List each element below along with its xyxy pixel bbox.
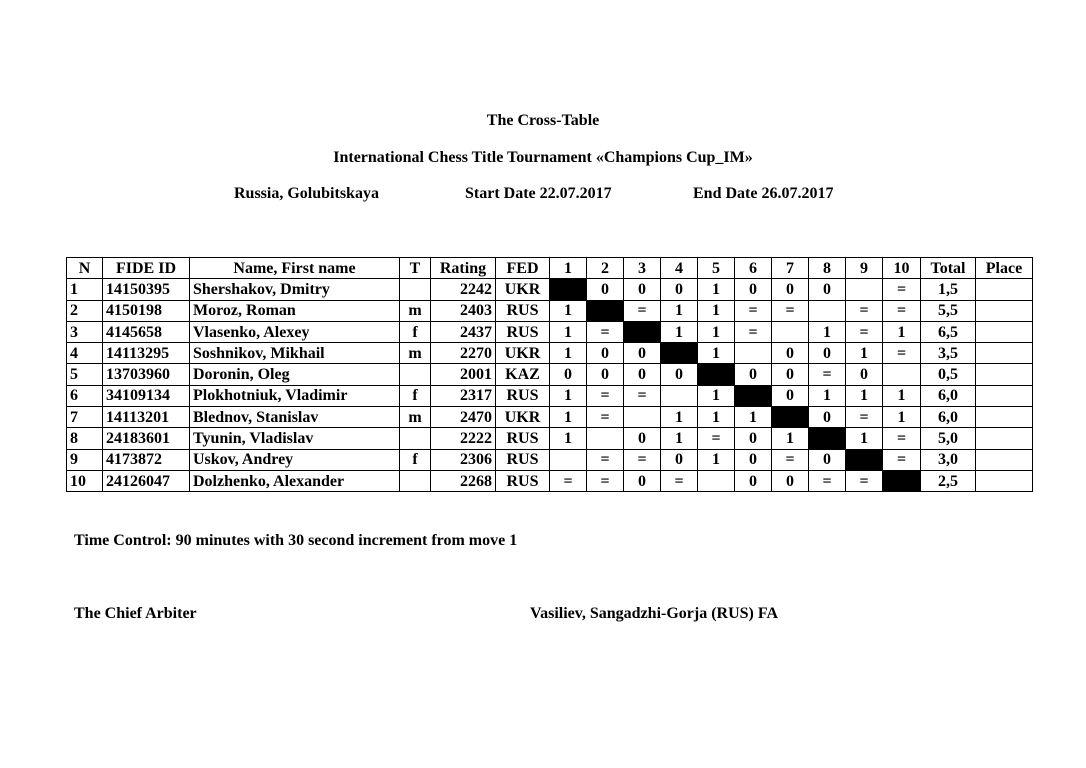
cell-result: 0 [772, 385, 809, 406]
cell-self-pairing [698, 364, 735, 385]
cell-place [976, 279, 1033, 300]
cell-fide-id: 24183601 [103, 428, 190, 449]
cell-result: 1 [661, 407, 698, 428]
cell-title: f [400, 385, 431, 406]
column-header: 9 [846, 258, 883, 279]
cell-result: = [883, 343, 921, 364]
cell-rating: 2268 [431, 470, 496, 491]
table-row [67, 407, 1033, 428]
cell-result: 1 [772, 428, 809, 449]
cell-number: 2 [67, 300, 103, 321]
cell-result: 1 [698, 343, 735, 364]
cell-result: 0 [772, 364, 809, 385]
cell-rating: 2403 [431, 300, 496, 321]
cell-player-name: Uskov, Andrey [190, 449, 400, 470]
cell-self-pairing [772, 407, 809, 428]
cell-result: 0 [772, 343, 809, 364]
cell-result: 0 [624, 343, 661, 364]
cell-result: 0 [587, 364, 624, 385]
cell-title [400, 470, 431, 491]
table-row [67, 300, 1033, 321]
cell-result [735, 343, 772, 364]
cell-number: 7 [67, 407, 103, 428]
cell-title: m [400, 343, 431, 364]
cell-total: 0,5 [921, 364, 976, 385]
table-header-row [67, 258, 1033, 279]
cell-result: 0 [809, 449, 846, 470]
cell-result: = [624, 385, 661, 406]
cell-result: 1 [661, 428, 698, 449]
cell-federation: RUS [496, 321, 550, 342]
cell-federation: RUS [496, 449, 550, 470]
cell-place [976, 385, 1033, 406]
cell-player-name: Doronin, Oleg [190, 364, 400, 385]
cell-result: 0 [735, 364, 772, 385]
column-header: Name, First name [190, 258, 400, 279]
column-header: FED [496, 258, 550, 279]
chief-arbiter-label: The Chief Arbiter [74, 605, 197, 622]
cell-fide-id: 13703960 [103, 364, 190, 385]
cell-place [976, 407, 1033, 428]
cell-total: 6,0 [921, 385, 976, 406]
cell-fide-id: 4145658 [103, 321, 190, 342]
cell-result: = [587, 449, 624, 470]
cell-rating: 2222 [431, 428, 496, 449]
cell-result: 0 [624, 279, 661, 300]
cell-result: 1 [661, 321, 698, 342]
cell-result: 0 [772, 470, 809, 491]
cell-place [976, 300, 1033, 321]
cell-number: 8 [67, 428, 103, 449]
cell-result: 1 [846, 385, 883, 406]
cell-result: 1 [883, 407, 921, 428]
cell-result: 1 [698, 300, 735, 321]
column-header: 5 [698, 258, 735, 279]
cell-player-name: Moroz, Roman [190, 300, 400, 321]
cell-result: 1 [846, 343, 883, 364]
table-row [67, 385, 1033, 406]
cell-fide-id: 24126047 [103, 470, 190, 491]
cell-result: = [883, 428, 921, 449]
cross-table [66, 257, 1033, 492]
cell-result: = [809, 470, 846, 491]
cell-result [624, 407, 661, 428]
cell-result: 1 [661, 300, 698, 321]
cell-federation: RUS [496, 385, 550, 406]
cell-rating: 2470 [431, 407, 496, 428]
cell-result: 0 [661, 364, 698, 385]
cell-result [809, 300, 846, 321]
cell-federation: KAZ [496, 364, 550, 385]
cell-result: 1 [550, 385, 587, 406]
cell-place [976, 428, 1033, 449]
cell-player-name: Vlasenko, Alexey [190, 321, 400, 342]
cell-result: 1 [550, 428, 587, 449]
cell-result: = [846, 470, 883, 491]
table-row [67, 428, 1033, 449]
cell-result: 0 [735, 279, 772, 300]
cell-self-pairing [550, 279, 587, 300]
cell-result: 0 [846, 364, 883, 385]
cell-result: 1 [883, 385, 921, 406]
end-date: End Date 26.07.2017 [693, 185, 834, 202]
cell-federation: RUS [496, 300, 550, 321]
tournament-location: Russia, Golubitskaya [234, 185, 379, 202]
column-header: 8 [809, 258, 846, 279]
cell-title [400, 279, 431, 300]
cell-self-pairing [624, 321, 661, 342]
cell-place [976, 364, 1033, 385]
cell-result: 0 [735, 428, 772, 449]
cell-result: 0 [661, 449, 698, 470]
cell-result: 1 [698, 449, 735, 470]
cell-result [587, 428, 624, 449]
column-header: 6 [735, 258, 772, 279]
cell-result: 1 [809, 321, 846, 342]
cell-rating: 2270 [431, 343, 496, 364]
column-header: Place [976, 258, 1033, 279]
cell-result: = [587, 407, 624, 428]
cell-place [976, 470, 1033, 491]
cell-result: = [624, 449, 661, 470]
cell-number: 5 [67, 364, 103, 385]
column-header: 3 [624, 258, 661, 279]
cell-player-name: Tyunin, Vladislav [190, 428, 400, 449]
cell-result: 1 [846, 428, 883, 449]
cell-result: 1 [698, 385, 735, 406]
cell-number: 10 [67, 470, 103, 491]
cell-self-pairing [735, 385, 772, 406]
cell-self-pairing [846, 449, 883, 470]
cell-result: 0 [624, 428, 661, 449]
cell-federation: UKR [496, 407, 550, 428]
cell-result [846, 279, 883, 300]
cell-fide-id: 4173872 [103, 449, 190, 470]
cell-self-pairing [883, 470, 921, 491]
time-control: Time Control: 90 minutes with 30 second increment from move 1 [74, 532, 518, 549]
cell-title: f [400, 449, 431, 470]
cell-result [772, 321, 809, 342]
cell-federation: UKR [496, 343, 550, 364]
cell-result: = [772, 300, 809, 321]
cell-result: = [846, 300, 883, 321]
cell-title: f [400, 321, 431, 342]
cell-result: 1 [883, 321, 921, 342]
tournament-name: International Chess Title Tournament «Champions Cup_IM» [333, 149, 753, 166]
cell-fide-id: 14113201 [103, 407, 190, 428]
column-header: 7 [772, 258, 809, 279]
cell-result: = [883, 449, 921, 470]
cell-result: 0 [735, 470, 772, 491]
cell-result: 0 [587, 279, 624, 300]
cell-result: = [809, 364, 846, 385]
cell-result: = [624, 300, 661, 321]
cell-total: 5,5 [921, 300, 976, 321]
cell-total: 3,5 [921, 343, 976, 364]
cell-result: 1 [698, 321, 735, 342]
table-row [67, 321, 1033, 342]
cell-fide-id: 4150198 [103, 300, 190, 321]
cell-fide-id: 14113295 [103, 343, 190, 364]
cell-result: = [698, 428, 735, 449]
cell-number: 4 [67, 343, 103, 364]
cell-federation: RUS [496, 428, 550, 449]
cell-result: = [883, 300, 921, 321]
cell-result: 1 [809, 385, 846, 406]
column-header: FIDE ID [103, 258, 190, 279]
cell-result: 0 [624, 470, 661, 491]
cell-result: 0 [624, 364, 661, 385]
cell-number: 1 [67, 279, 103, 300]
cell-result: 1 [550, 300, 587, 321]
cell-player-name: Blednov, Stanislav [190, 407, 400, 428]
cell-self-pairing [587, 300, 624, 321]
document-title: The Cross-Table [486, 112, 600, 129]
table-row [67, 279, 1033, 300]
cell-result: = [772, 449, 809, 470]
cell-place [976, 449, 1033, 470]
cell-number: 3 [67, 321, 103, 342]
cell-rating: 2317 [431, 385, 496, 406]
column-header: 10 [883, 258, 921, 279]
cell-result [883, 364, 921, 385]
cell-rating: 2437 [431, 321, 496, 342]
cell-result: 1 [550, 407, 587, 428]
cell-total: 6,5 [921, 321, 976, 342]
cell-number: 9 [67, 449, 103, 470]
cell-total: 5,0 [921, 428, 976, 449]
cell-title: m [400, 407, 431, 428]
cell-fide-id: 14150395 [103, 279, 190, 300]
cell-self-pairing [661, 343, 698, 364]
cell-rating: 2242 [431, 279, 496, 300]
cell-result: 0 [550, 364, 587, 385]
cell-result: 0 [809, 407, 846, 428]
cell-player-name: Dolzhenko, Alexander [190, 470, 400, 491]
cell-title [400, 364, 431, 385]
cell-result [550, 449, 587, 470]
cell-rating: 2001 [431, 364, 496, 385]
cell-result: = [735, 300, 772, 321]
cell-result [661, 385, 698, 406]
cell-player-name: Shershakov, Dmitry [190, 279, 400, 300]
cell-result: 1 [698, 407, 735, 428]
cell-title: m [400, 300, 431, 321]
cell-place [976, 343, 1033, 364]
table-row [67, 343, 1033, 364]
cell-total: 2,5 [921, 470, 976, 491]
cell-result: = [846, 321, 883, 342]
cell-self-pairing [809, 428, 846, 449]
cell-result: 1 [550, 343, 587, 364]
column-header: Total [921, 258, 976, 279]
cell-result: = [883, 279, 921, 300]
cell-result: 0 [661, 279, 698, 300]
start-date: Start Date 22.07.2017 [465, 185, 612, 202]
cell-result: = [587, 321, 624, 342]
table-row [67, 449, 1033, 470]
column-header: Rating [431, 258, 496, 279]
column-header: T [400, 258, 431, 279]
cell-number: 6 [67, 385, 103, 406]
cell-total: 1,5 [921, 279, 976, 300]
table-row [67, 470, 1033, 491]
cell-result: = [587, 470, 624, 491]
chief-arbiter-name: Vasiliev, Sangadzhi-Gorja (RUS) FA [530, 605, 779, 622]
cell-result: 1 [550, 321, 587, 342]
cell-result: = [587, 385, 624, 406]
cell-player-name: Plokhotniuk, Vladimir [190, 385, 400, 406]
cell-result: = [550, 470, 587, 491]
cell-fide-id: 34109134 [103, 385, 190, 406]
cell-place [976, 321, 1033, 342]
table-body [67, 279, 1033, 492]
cell-result [698, 470, 735, 491]
column-header: 2 [587, 258, 624, 279]
cell-result: 0 [809, 343, 846, 364]
cell-result: = [846, 407, 883, 428]
cell-result: 0 [772, 279, 809, 300]
cell-result: 1 [735, 407, 772, 428]
column-header: 1 [550, 258, 587, 279]
cell-federation: RUS [496, 470, 550, 491]
cell-rating: 2306 [431, 449, 496, 470]
cell-result: 0 [809, 279, 846, 300]
cell-result: = [661, 470, 698, 491]
column-header: 4 [661, 258, 698, 279]
cell-result: = [735, 321, 772, 342]
cell-result: 1 [698, 279, 735, 300]
column-header: N [67, 258, 103, 279]
cell-result: 0 [587, 343, 624, 364]
cell-title [400, 428, 431, 449]
table-row [67, 364, 1033, 385]
cell-total: 3,0 [921, 449, 976, 470]
cell-player-name: Soshnikov, Mikhail [190, 343, 400, 364]
cell-result: 0 [735, 449, 772, 470]
cell-federation: UKR [496, 279, 550, 300]
cell-total: 6,0 [921, 407, 976, 428]
